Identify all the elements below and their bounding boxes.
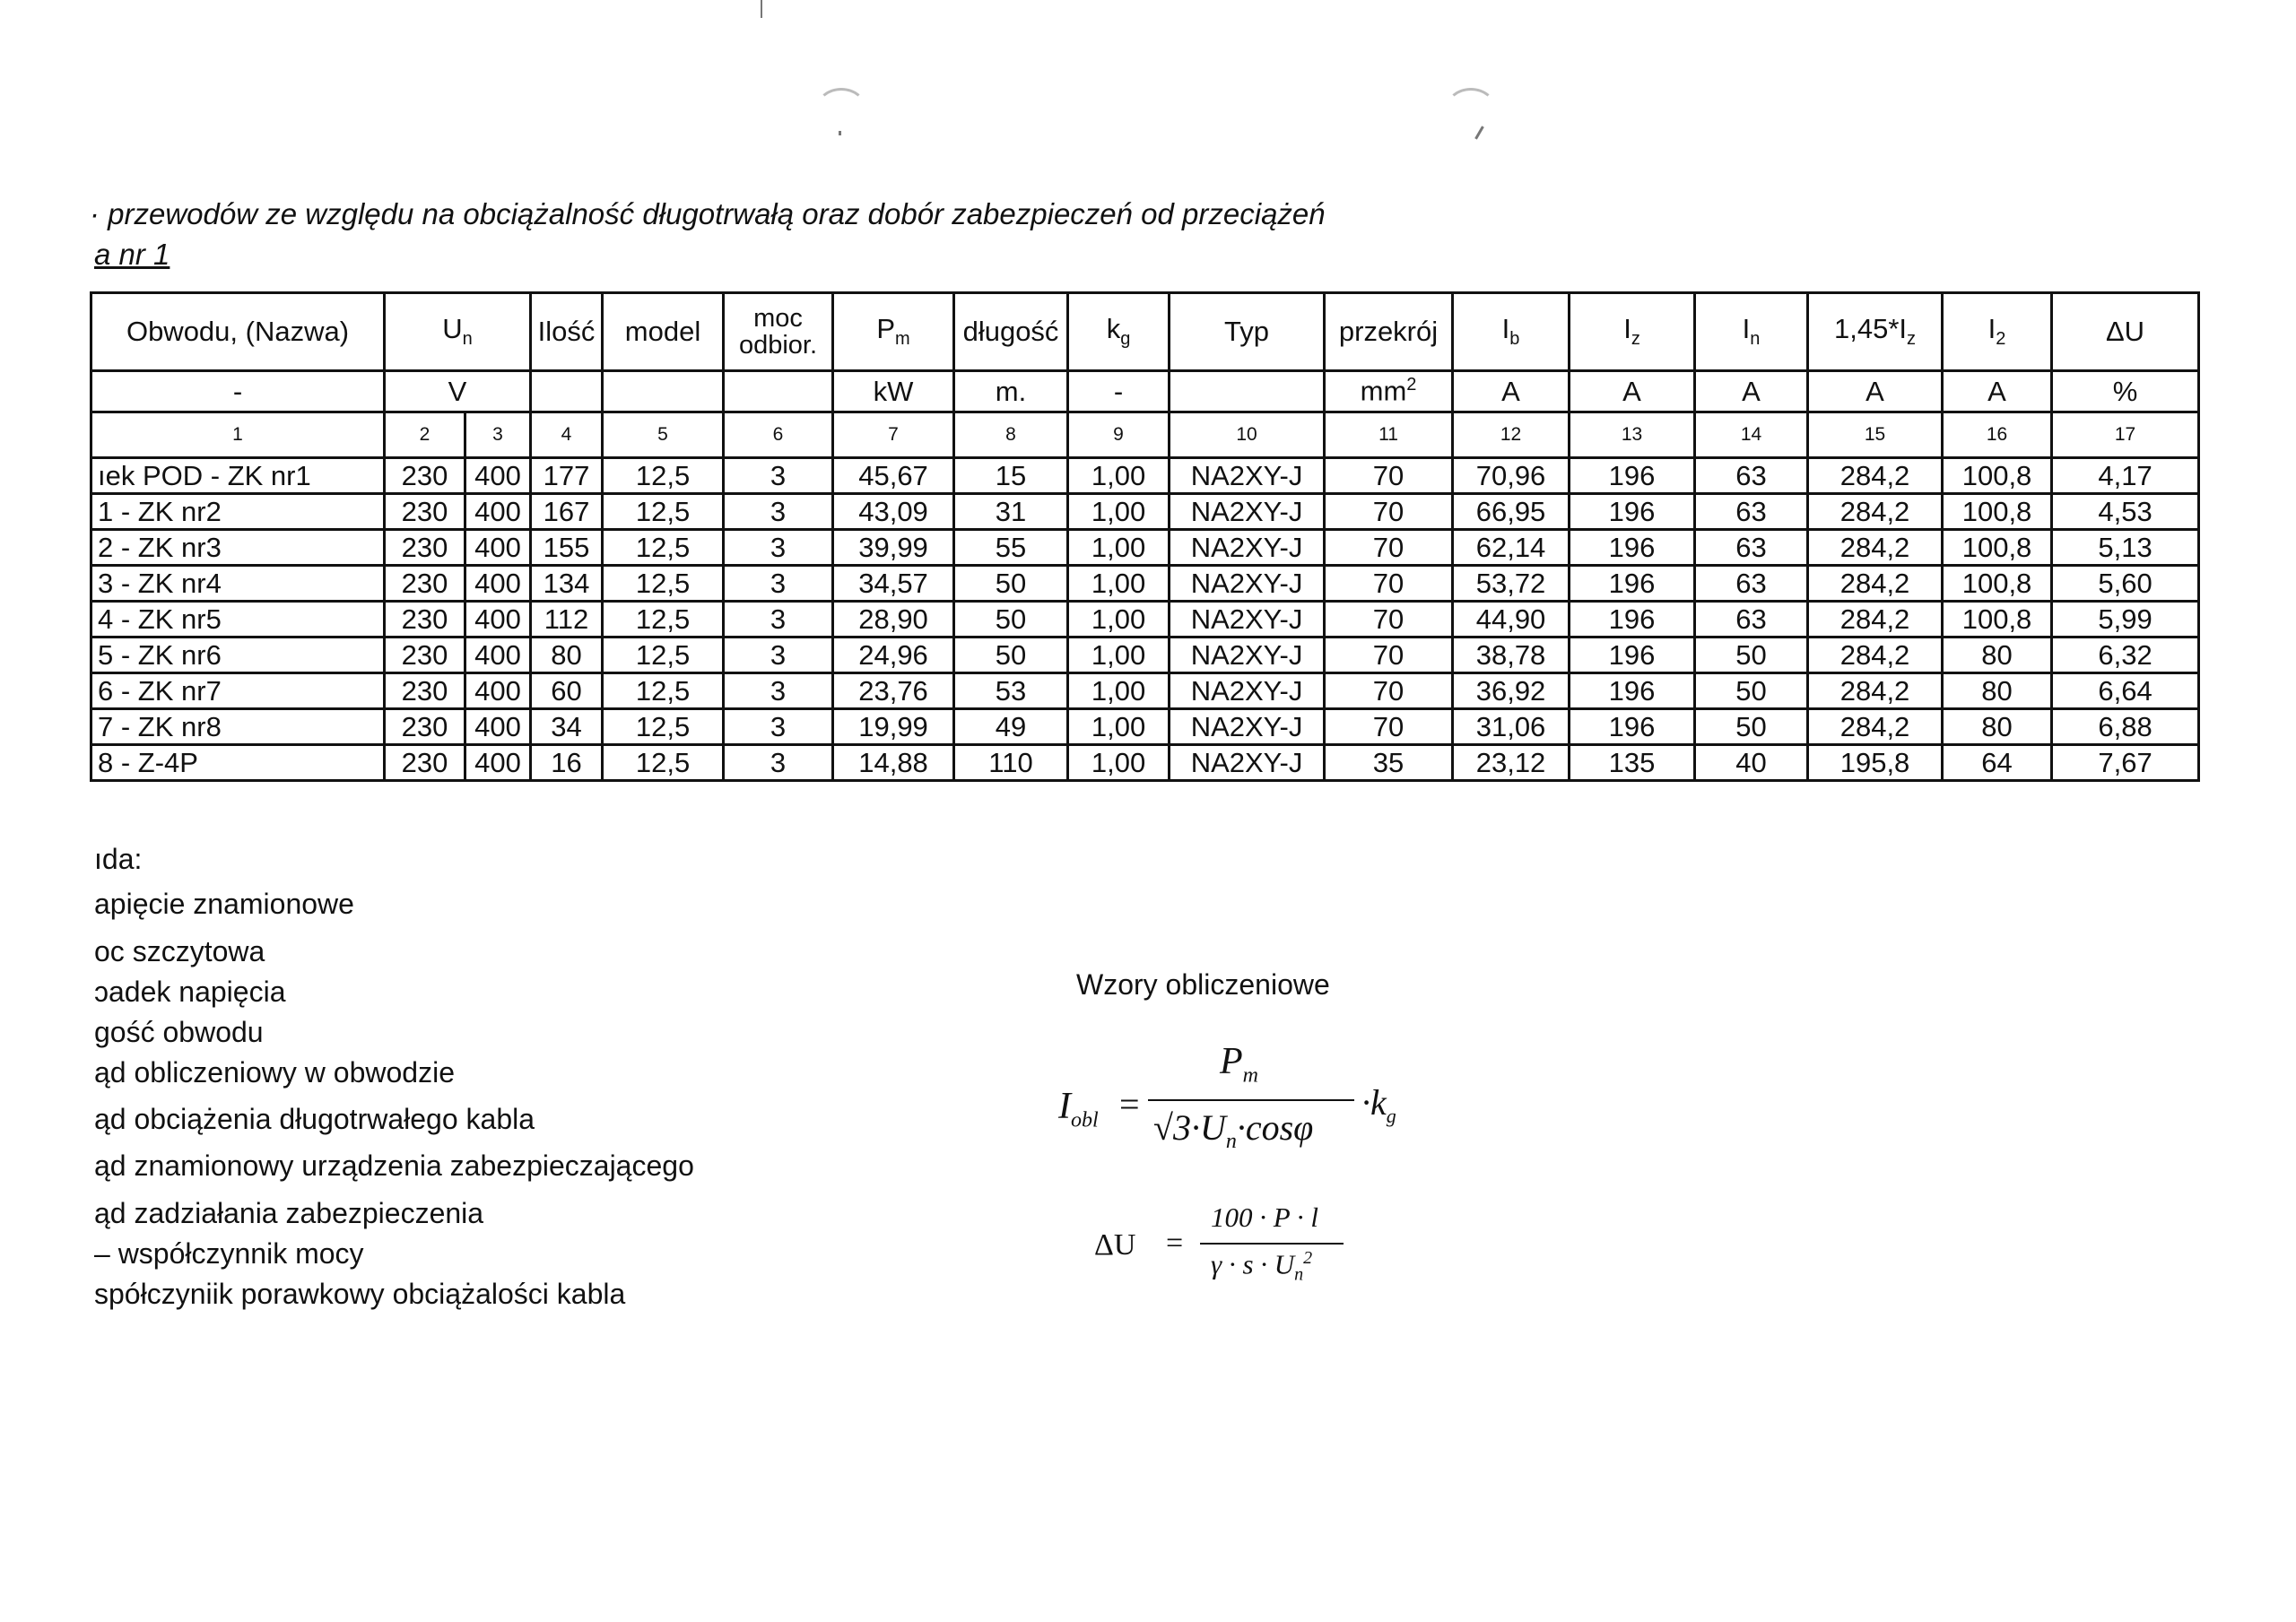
table-body <box>91 458 2199 781</box>
column-number: 2 <box>385 412 465 458</box>
legend-heading: ıda: <box>94 843 143 875</box>
legend-item: – współczynnik mocy <box>94 1237 364 1270</box>
cell-kg: 1,00 <box>1068 709 1170 745</box>
cell-un-v2: 400 <box>465 566 531 602</box>
cell-ib: 44,90 <box>1453 602 1570 638</box>
column-number: 13 <box>1570 412 1695 458</box>
col-header-du: ΔU <box>2052 293 2199 371</box>
column-number: 12 <box>1453 412 1570 458</box>
unit-du: % <box>2052 371 2199 412</box>
cell-moc: 3 <box>724 494 833 530</box>
cell-dlugosc: 50 <box>954 566 1068 602</box>
cell-przekroj: 70 <box>1325 673 1453 709</box>
formula2-eq: = <box>1166 1227 1184 1260</box>
col-header-pm: $P_m$ <box>833 293 954 371</box>
column-number: 5 <box>603 412 724 458</box>
cell-ilosc: 16 <box>531 745 603 781</box>
cell-i145: 284,2 <box>1808 530 1943 566</box>
cell-un-v: 230 <box>385 709 465 745</box>
cell-pm: 19,99 <box>833 709 954 745</box>
column-number: 1 <box>91 412 385 458</box>
cell-przekroj: 70 <box>1325 494 1453 530</box>
cell-un-v: 230 <box>385 602 465 638</box>
cell-moc: 3 <box>724 638 833 673</box>
col-header-dlugosc: długość <box>954 293 1068 371</box>
cell-ib: 53,72 <box>1453 566 1570 602</box>
cell-name: 2 - ZK nr3 <box>91 530 385 566</box>
cell-name: 7 - ZK nr8 <box>91 709 385 745</box>
cell-in: 50 <box>1695 673 1808 709</box>
cell-i145: 284,2 <box>1808 602 1943 638</box>
cell-un-v2: 400 <box>465 745 531 781</box>
formula-voltage-drop <box>1094 1201 1381 1309</box>
cell-ib: 62,14 <box>1453 530 1570 566</box>
unit-i2: A <box>1943 371 2052 412</box>
cell-in: 40 <box>1695 745 1808 781</box>
cell-du: 5,13 <box>2052 530 2199 566</box>
cell-un-v2: 400 <box>465 673 531 709</box>
cell-iz: 196 <box>1570 673 1695 709</box>
cell-i145: 284,2 <box>1808 673 1943 709</box>
cell-du: 7,67 <box>2052 745 2199 781</box>
cell-in: 63 <box>1695 494 1808 530</box>
col-header-un: $U_n$ <box>385 293 531 371</box>
cell-dlugosc: 50 <box>954 638 1068 673</box>
cell-pm: 23,76 <box>833 673 954 709</box>
formula1-lhs: $I_{obl}$ <box>1058 1086 1099 1132</box>
cell-i145: 284,2 <box>1808 638 1943 673</box>
table-row <box>91 709 2199 745</box>
cell-moc: 3 <box>724 673 833 709</box>
scan-mark-top <box>761 0 762 18</box>
cell-typ: NA2XY-J <box>1170 745 1325 781</box>
cell-un-v: 230 <box>385 566 465 602</box>
unit-un: V <box>385 371 531 412</box>
formula2-lhs: ΔU <box>1094 1228 1136 1262</box>
cell-pm: 14,88 <box>833 745 954 781</box>
cell-dlugosc: 110 <box>954 745 1068 781</box>
scan-speck <box>839 131 841 135</box>
cell-ilosc: 167 <box>531 494 603 530</box>
unit-kg: - <box>1068 371 1170 412</box>
cell-i145: 284,2 <box>1808 494 1943 530</box>
legend-item: gość obwodu <box>94 1016 264 1048</box>
formula1-multiplier: $\cdot k_g$ <box>1361 1082 1396 1127</box>
column-number: 4 <box>531 412 603 458</box>
cell-model: 12,5 <box>603 530 724 566</box>
column-number: 17 <box>2052 412 2199 458</box>
cell-in: 63 <box>1695 602 1808 638</box>
legend-item: ɔadek napięcia <box>94 976 286 1008</box>
cell-przekroj: 70 <box>1325 458 1453 494</box>
table-row <box>91 745 2199 781</box>
cell-moc: 3 <box>724 530 833 566</box>
table-row <box>91 566 2199 602</box>
cell-ilosc: 34 <box>531 709 603 745</box>
document-subtitle: a nr 1 <box>94 238 170 271</box>
cell-in: 50 <box>1695 709 1808 745</box>
formula1-fraction-bar <box>1148 1099 1354 1101</box>
legend-item: ąd znamionowy urządzenia zabezpieczającego <box>94 1149 694 1182</box>
formulas-title: Wzory obliczeniowe <box>1076 968 1330 1001</box>
table-row <box>91 602 2199 638</box>
unit-typ <box>1170 371 1325 412</box>
cell-un-v2: 400 <box>465 494 531 530</box>
cell-ilosc: 60 <box>531 673 603 709</box>
punch-hole-left <box>816 88 866 129</box>
cell-name: 6 - ZK nr7 <box>91 673 385 709</box>
cell-model: 12,5 <box>603 602 724 638</box>
legend-item: spółczyniik porawkowy obciążalości kabla <box>94 1278 626 1310</box>
table-row <box>91 530 2199 566</box>
formula2-fraction-bar <box>1200 1243 1344 1245</box>
cell-iz: 135 <box>1570 745 1695 781</box>
cell-dlugosc: 31 <box>954 494 1068 530</box>
col-header-in: $I_n$ <box>1695 293 1808 371</box>
cell-i2: 100,8 <box>1943 602 2052 638</box>
cell-i2: 100,8 <box>1943 566 2052 602</box>
column-number: 11 <box>1325 412 1453 458</box>
cell-przekroj: 70 <box>1325 638 1453 673</box>
cell-ib: 23,12 <box>1453 745 1570 781</box>
cell-kg: 1,00 <box>1068 602 1170 638</box>
cell-przekroj: 35 <box>1325 745 1453 781</box>
cell-dlugosc: 53 <box>954 673 1068 709</box>
document-title: · przewodów ze względu na obciążalność długotrwałą oraz dobór zabezpieczeń od przeciążeń <box>90 197 1326 230</box>
cell-un-v2: 400 <box>465 638 531 673</box>
cell-iz: 196 <box>1570 638 1695 673</box>
column-number: 8 <box>954 412 1068 458</box>
cell-pm: 34,57 <box>833 566 954 602</box>
cell-du: 6,32 <box>2052 638 2199 673</box>
col-header-i145: $1,45*I_z$ <box>1808 293 1943 371</box>
cell-du: 6,88 <box>2052 709 2199 745</box>
cell-un-v2: 400 <box>465 458 531 494</box>
cell-moc: 3 <box>724 745 833 781</box>
unit-pm: kW <box>833 371 954 412</box>
unit-in: A <box>1695 371 1808 412</box>
unit-dlugosc: m. <box>954 371 1068 412</box>
col-header-iz: $I_z$ <box>1570 293 1695 371</box>
legend-item: apięcie znamionowe <box>94 888 354 920</box>
header-row <box>91 293 2199 371</box>
column-number: 6 <box>724 412 833 458</box>
cell-in: 63 <box>1695 458 1808 494</box>
formula2-denominator: $\gamma \cdot s \cdot U_n^2$ <box>1211 1248 1313 1285</box>
formula1-numerator: $P_m$ <box>1220 1041 1258 1088</box>
cell-in: 63 <box>1695 530 1808 566</box>
cell-kg: 1,00 <box>1068 566 1170 602</box>
cell-przekroj: 70 <box>1325 530 1453 566</box>
cell-i145: 284,2 <box>1808 709 1943 745</box>
cell-un-v2: 400 <box>465 602 531 638</box>
column-number: 14 <box>1695 412 1808 458</box>
cell-i145: 284,2 <box>1808 458 1943 494</box>
cell-name: 4 - ZK nr5 <box>91 602 385 638</box>
legend-item: oc szczytowa <box>94 935 265 967</box>
cell-ilosc: 134 <box>531 566 603 602</box>
cell-dlugosc: 49 <box>954 709 1068 745</box>
cell-model: 12,5 <box>603 458 724 494</box>
cell-model: 12,5 <box>603 745 724 781</box>
cell-i2: 100,8 <box>1943 458 2052 494</box>
cell-name: 5 - ZK nr6 <box>91 638 385 673</box>
cell-iz: 196 <box>1570 709 1695 745</box>
cell-in: 63 <box>1695 566 1808 602</box>
cell-pm: 45,67 <box>833 458 954 494</box>
cell-model: 12,5 <box>603 709 724 745</box>
column-number: 16 <box>1943 412 2052 458</box>
cell-un-v2: 400 <box>465 530 531 566</box>
cell-pm: 43,09 <box>833 494 954 530</box>
cell-typ: NA2XY-J <box>1170 709 1325 745</box>
cell-du: 4,53 <box>2052 494 2199 530</box>
table-row <box>91 638 2199 673</box>
column-number: 3 <box>465 412 531 458</box>
cell-i2: 80 <box>1943 709 2052 745</box>
cell-i145: 284,2 <box>1808 566 1943 602</box>
cell-name: 3 - ZK nr4 <box>91 566 385 602</box>
column-number: 9 <box>1068 412 1170 458</box>
cell-pm: 39,99 <box>833 530 954 566</box>
cell-ib: 66,95 <box>1453 494 1570 530</box>
formula2-numerator: 100 · P · l <box>1211 1201 1318 1233</box>
col-header-przekroj: przekrój <box>1325 293 1453 371</box>
cell-kg: 1,00 <box>1068 745 1170 781</box>
table-row <box>91 494 2199 530</box>
cell-moc: 3 <box>724 709 833 745</box>
unit-model <box>603 371 724 412</box>
cell-przekroj: 70 <box>1325 709 1453 745</box>
cell-dlugosc: 50 <box>954 602 1068 638</box>
legend-item: ąd zadziałania zabezpieczenia <box>94 1197 484 1229</box>
cell-ilosc: 112 <box>531 602 603 638</box>
cell-un-v2: 400 <box>465 709 531 745</box>
cell-name: ıek POD - ZK nr1 <box>91 458 385 494</box>
cell-un-v: 230 <box>385 458 465 494</box>
cell-moc: 3 <box>724 566 833 602</box>
legend-item: ąd obciążenia długotrwałego kabla <box>94 1103 535 1135</box>
col-header-kg: $k_g$ <box>1068 293 1170 371</box>
unit-i145: A <box>1808 371 1943 412</box>
cell-typ: NA2XY-J <box>1170 458 1325 494</box>
cell-ib: 36,92 <box>1453 673 1570 709</box>
cell-ib: 31,06 <box>1453 709 1570 745</box>
units-row <box>91 371 2199 412</box>
cell-kg: 1,00 <box>1068 494 1170 530</box>
cell-in: 50 <box>1695 638 1808 673</box>
col-header-typ: Typ <box>1170 293 1325 371</box>
unit-moc <box>724 371 833 412</box>
cell-typ: NA2XY-J <box>1170 638 1325 673</box>
cell-un-v: 230 <box>385 745 465 781</box>
table-row <box>91 458 2199 494</box>
cell-ilosc: 80 <box>531 638 603 673</box>
column-number: 7 <box>833 412 954 458</box>
cell-iz: 196 <box>1570 458 1695 494</box>
cell-du: 4,17 <box>2052 458 2199 494</box>
formula1-eq: = <box>1119 1084 1140 1124</box>
cell-typ: NA2XY-J <box>1170 494 1325 530</box>
legend-item: ąd obliczeniowy w obwodzie <box>94 1056 455 1089</box>
cell-i2: 64 <box>1943 745 2052 781</box>
cell-moc: 3 <box>724 458 833 494</box>
unit-ib: A <box>1453 371 1570 412</box>
col-header-i2: $I_2$ <box>1943 293 2052 371</box>
cell-kg: 1,00 <box>1068 458 1170 494</box>
cell-iz: 196 <box>1570 602 1695 638</box>
punch-hole-right <box>1446 88 1496 129</box>
table-row <box>91 673 2199 709</box>
formula-current <box>1058 1040 1435 1166</box>
cell-kg: 1,00 <box>1068 638 1170 673</box>
cell-un-v: 230 <box>385 494 465 530</box>
cell-pm: 28,90 <box>833 602 954 638</box>
unit-name: - <box>91 371 385 412</box>
cell-typ: NA2XY-J <box>1170 602 1325 638</box>
column-number: 15 <box>1808 412 1943 458</box>
cell-i2: 80 <box>1943 638 2052 673</box>
cell-du: 6,64 <box>2052 673 2199 709</box>
cell-iz: 196 <box>1570 494 1695 530</box>
cell-ilosc: 155 <box>531 530 603 566</box>
cell-ib: 38,78 <box>1453 638 1570 673</box>
cell-dlugosc: 55 <box>954 530 1068 566</box>
cell-typ: NA2XY-J <box>1170 673 1325 709</box>
cell-typ: NA2XY-J <box>1170 530 1325 566</box>
col-header-model: model <box>603 293 724 371</box>
cell-typ: NA2XY-J <box>1170 566 1325 602</box>
unit-iz: A <box>1570 371 1695 412</box>
cell-du: 5,99 <box>2052 602 2199 638</box>
cell-ilosc: 177 <box>531 458 603 494</box>
cell-un-v: 230 <box>385 530 465 566</box>
cell-moc: 3 <box>724 602 833 638</box>
cell-przekroj: 70 <box>1325 602 1453 638</box>
col-header-moc: moc odbior. <box>724 293 833 371</box>
cell-dlugosc: 15 <box>954 458 1068 494</box>
cell-iz: 196 <box>1570 530 1695 566</box>
cell-i2: 80 <box>1943 673 2052 709</box>
unit-ilosc <box>531 371 603 412</box>
unit-przekroj: $mm^2$ <box>1325 371 1453 412</box>
calculation-table <box>90 291 2200 782</box>
col-header-ib: $I_b$ <box>1453 293 1570 371</box>
cell-pm: 24,96 <box>833 638 954 673</box>
col-header-name: Obwodu, (Nazwa) <box>91 293 385 371</box>
cell-iz: 196 <box>1570 566 1695 602</box>
cell-kg: 1,00 <box>1068 530 1170 566</box>
cell-i2: 100,8 <box>1943 494 2052 530</box>
cell-model: 12,5 <box>603 494 724 530</box>
cell-name: 1 - ZK nr2 <box>91 494 385 530</box>
column-numbers-row <box>91 412 2199 458</box>
cell-i2: 100,8 <box>1943 530 2052 566</box>
cell-przekroj: 70 <box>1325 566 1453 602</box>
cell-kg: 1,00 <box>1068 673 1170 709</box>
cell-name: 8 - Z-4P <box>91 745 385 781</box>
cell-i145: 195,8 <box>1808 745 1943 781</box>
cell-model: 12,5 <box>603 673 724 709</box>
cell-ib: 70,96 <box>1453 458 1570 494</box>
formula1-denominator: $√3\cdot U_n\cdot\cos\varphi$ <box>1153 1107 1314 1153</box>
col-header-ilosc: Ilość <box>531 293 603 371</box>
cell-un-v: 230 <box>385 638 465 673</box>
cell-model: 12,5 <box>603 638 724 673</box>
cell-un-v: 230 <box>385 673 465 709</box>
cell-model: 12,5 <box>603 566 724 602</box>
column-number: 10 <box>1170 412 1325 458</box>
cell-du: 5,60 <box>2052 566 2199 602</box>
